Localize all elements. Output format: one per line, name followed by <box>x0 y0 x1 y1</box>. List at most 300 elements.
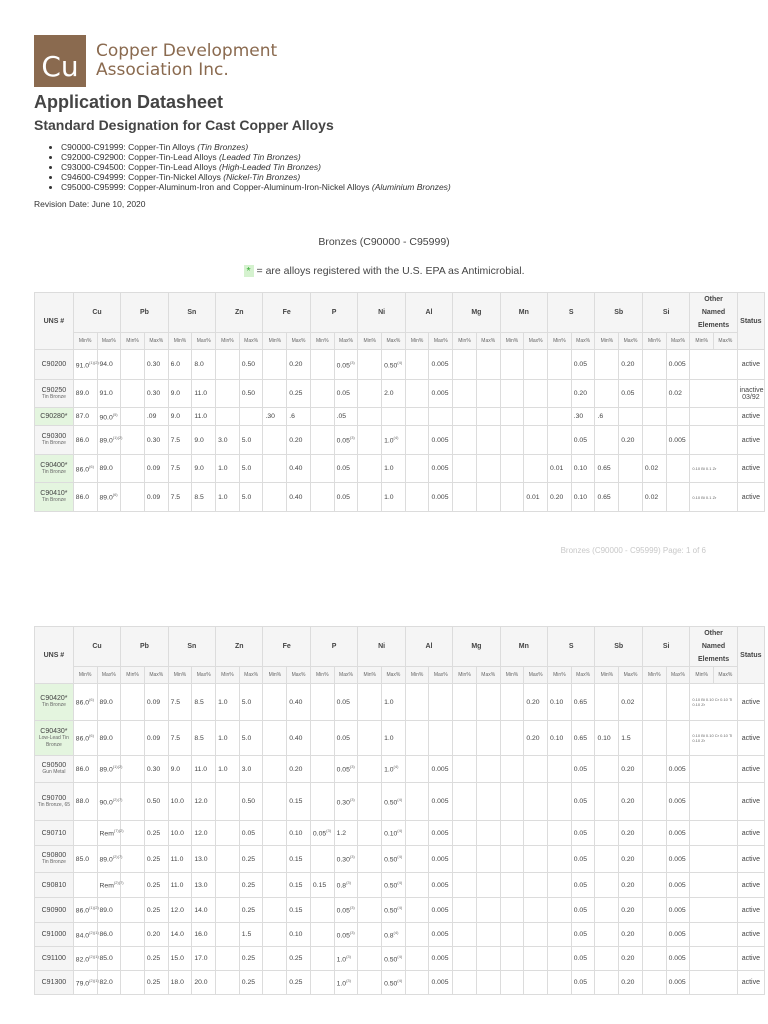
composition-cell <box>97 408 121 426</box>
composition-cell <box>73 408 97 426</box>
section-title: Bronzes (C90000 - C95999) <box>318 236 450 248</box>
composition-cell <box>524 721 548 756</box>
composition-value: 0.10 <box>289 931 303 938</box>
logo-mark: Cu <box>34 35 86 87</box>
col-subheader-min: Min% <box>690 333 714 350</box>
footnote-ref: (4) <box>397 880 403 886</box>
col-header-element: Sb <box>595 627 642 667</box>
composition-value: 0.005 <box>668 906 686 914</box>
composition-cell <box>548 756 572 783</box>
legend-text: = are alloys registered with the U.S. EPA as Antimicrobial. <box>256 265 525 277</box>
composition-cell <box>524 783 548 821</box>
composition-cell <box>476 380 500 408</box>
composition-value: 1.0 <box>384 437 394 445</box>
composition-value: 1.0 <box>218 465 228 472</box>
col-subheader-min: Min% <box>168 333 192 350</box>
footnote-ref: (1)(2) <box>89 359 99 365</box>
col-subheader-max: Max% <box>714 667 738 684</box>
composition-cell <box>334 350 358 380</box>
composition-cell <box>524 350 548 380</box>
composition-cell <box>144 483 168 512</box>
col-header-status: Status <box>737 293 764 350</box>
composition-cell <box>192 756 216 783</box>
composition-value: 0.65 <box>573 698 587 706</box>
composition-value: 0.005 <box>431 979 449 986</box>
composition-value: 0.20 <box>621 855 635 863</box>
composition-value: 11.0 <box>194 413 208 420</box>
composition-cell <box>263 971 287 995</box>
composition-cell <box>73 898 97 923</box>
composition-cell <box>571 873 595 898</box>
composition-cell <box>382 947 406 971</box>
composition-cell <box>571 684 595 721</box>
composition-cell <box>216 426 240 455</box>
col-subheader-max: Max% <box>192 333 216 350</box>
alloy-family-range: C93000-C94500: Copper-Tin-Lead Alloys <box>61 162 217 172</box>
composition-cell <box>263 483 287 512</box>
status-cell: active <box>737 947 764 971</box>
composition-cell <box>642 898 666 923</box>
composition-value: 0.15 <box>289 798 303 805</box>
footnote-ref: (6) <box>89 697 94 703</box>
composition-value: 0.20 <box>550 493 564 501</box>
composition-value: 0.20 <box>526 698 540 706</box>
composition-value: 0.05 <box>573 855 587 863</box>
composition-value: 0.02 <box>621 698 635 706</box>
composition-cell <box>476 756 500 783</box>
composition-value: 0.005 <box>431 931 449 938</box>
composition-cell <box>168 783 192 821</box>
table-row <box>35 821 765 846</box>
composition-cell <box>192 350 216 380</box>
composition-value: 0.20 <box>621 765 635 773</box>
composition-cell <box>571 483 595 512</box>
composition-value: 0.50 <box>241 390 256 397</box>
composition-value: 79.0 <box>75 980 90 988</box>
composition-cell <box>382 971 406 995</box>
other-elements-cell <box>690 873 737 898</box>
composition-value: 11.0 <box>194 390 208 397</box>
alloy-family-range: C94600-C94999: Copper-Tin-Nickel Alloys <box>61 172 221 182</box>
composition-cell <box>619 873 643 898</box>
composition-value: 12.0 <box>194 829 208 837</box>
composition-cell <box>382 783 406 821</box>
composition-cell <box>192 721 216 756</box>
composition-cell <box>642 923 666 947</box>
table-row <box>35 947 765 971</box>
composition-cell <box>334 923 358 947</box>
composition-cell <box>97 971 121 995</box>
footnote-ref: (2)(7) <box>113 880 124 886</box>
composition-cell <box>216 873 240 898</box>
composition-cell <box>216 380 240 408</box>
col-subheader-max: Max% <box>666 333 690 350</box>
composition-cell <box>287 483 311 512</box>
composition-cell <box>453 873 477 898</box>
alloy-family-item <box>61 182 451 192</box>
composition-value: 0.05 <box>573 829 587 837</box>
composition-cell <box>429 873 453 898</box>
other-elements-cell <box>690 898 737 923</box>
composition-cell <box>144 350 168 380</box>
status-cell: inactive 03/92 <box>737 380 764 408</box>
composition-cell <box>97 684 121 721</box>
composition-cell <box>144 898 168 923</box>
col-header-element: Pb <box>121 293 168 333</box>
composition-cell <box>310 821 334 846</box>
composition-value: 2.0 <box>384 390 394 397</box>
composition-cell <box>216 821 240 846</box>
composition-value: 0.05 <box>336 698 350 706</box>
composition-cell <box>405 821 429 846</box>
composition-cell <box>239 721 263 756</box>
composition-cell <box>287 380 311 408</box>
composition-cell <box>453 783 477 821</box>
status-cell: active <box>737 971 764 995</box>
footnote-ref: (4) <box>397 359 403 365</box>
composition-value: 91.0 <box>75 362 90 370</box>
composition-cell <box>571 408 595 426</box>
uns-number-cell <box>35 923 74 947</box>
cda-logo <box>34 35 277 87</box>
composition-cell <box>619 821 643 846</box>
composition-value: 0.8 <box>384 932 394 940</box>
footnote-ref: (4) <box>397 905 403 911</box>
composition-value: 86.0 <box>75 493 90 501</box>
composition-cell <box>405 721 429 756</box>
composition-cell <box>192 898 216 923</box>
composition-cell <box>571 350 595 380</box>
composition-cell <box>121 483 145 512</box>
composition-value: 5.0 <box>241 734 252 742</box>
composition-value: 0.20 <box>289 436 303 444</box>
col-header-element: Ni <box>358 293 405 333</box>
composition-cell <box>524 426 548 455</box>
composition-cell <box>595 923 619 947</box>
logo-line-1: Copper Development <box>96 41 278 61</box>
composition-cell <box>642 380 666 408</box>
col-subheader-max: Max% <box>144 333 168 350</box>
composition-value: 0.05 <box>336 437 350 445</box>
composition-cell <box>429 408 453 426</box>
composition-cell <box>405 923 429 947</box>
composition-cell <box>642 684 666 721</box>
composition-value: 0.15 <box>289 906 303 914</box>
status-cell: active <box>737 756 764 783</box>
composition-cell <box>73 483 97 512</box>
composition-cell <box>239 483 263 512</box>
status-cell: active <box>737 483 764 512</box>
composition-cell <box>500 898 524 923</box>
composition-value: 0.05 <box>336 907 350 915</box>
composition-cell <box>310 756 334 783</box>
composition-value: 16.0 <box>194 931 208 938</box>
composition-value: 8.0 <box>194 361 204 368</box>
composition-cell <box>216 756 240 783</box>
composition-cell <box>144 756 168 783</box>
composition-value: 0.30 <box>146 436 161 444</box>
composition-cell <box>595 684 619 721</box>
footnote-ref: (2)(1) <box>89 977 99 983</box>
composition-cell <box>168 898 192 923</box>
composition-cell <box>500 756 524 783</box>
composition-value: 0.005 <box>431 855 449 863</box>
composition-cell <box>453 684 477 721</box>
composition-cell <box>73 923 97 947</box>
col-subheader-max: Max% <box>666 667 690 684</box>
composition-cell <box>216 684 240 721</box>
composition-value: 0.005 <box>431 465 449 472</box>
composition-value: 86.0 <box>75 466 90 474</box>
composition-cell <box>216 455 240 483</box>
col-subheader-max: Max% <box>714 333 738 350</box>
composition-value: .05 <box>336 413 347 420</box>
uns-number: C90250 <box>41 386 67 394</box>
composition-value: 0.50 <box>384 362 398 370</box>
composition-value: 88.0 <box>75 798 90 805</box>
composition-cell <box>73 721 97 756</box>
composition-value: 89.0 <box>99 856 113 864</box>
composition-value: 0.005 <box>431 361 449 368</box>
col-subheader-min: Min% <box>73 333 97 350</box>
composition-cell <box>382 873 406 898</box>
col-header-other: Other Named Elements <box>690 627 737 667</box>
composition-cell <box>642 483 666 512</box>
composition-value: 0.15 <box>289 855 303 863</box>
uns-number: C90810 <box>41 881 67 889</box>
composition-cell <box>73 350 97 380</box>
composition-cell <box>548 721 572 756</box>
composition-value: 1.0 <box>336 956 347 964</box>
table-row <box>35 756 765 783</box>
composition-value: 89.0 <box>99 494 113 502</box>
composition-cell <box>144 380 168 408</box>
composition-value: 89.0 <box>99 437 113 445</box>
footnote-ref: (3) <box>349 905 355 911</box>
composition-cell <box>334 783 358 821</box>
composition-cell <box>121 971 145 995</box>
composition-cell <box>358 483 382 512</box>
composition-value: 0.05 <box>573 798 587 805</box>
composition-cell <box>121 846 145 873</box>
footnote-ref: (6) <box>112 492 118 498</box>
composition-value: .6 <box>597 413 604 420</box>
page-subtitle: Standard Designation for Cast Copper Alloys <box>34 117 334 133</box>
composition-cell <box>287 408 311 426</box>
composition-value: 0.005 <box>668 979 686 986</box>
uns-number-cell <box>35 756 74 783</box>
composition-cell <box>73 684 97 721</box>
composition-cell <box>429 350 453 380</box>
composition-cell <box>168 923 192 947</box>
composition-cell <box>121 684 145 721</box>
footnote-ref: (3) <box>346 880 351 886</box>
composition-cell <box>429 971 453 995</box>
legend-mark: * <box>244 265 254 277</box>
col-subheader-max: Max% <box>334 667 358 684</box>
composition-cell <box>358 846 382 873</box>
footnote-ref: (1)(2) <box>89 905 99 911</box>
composition-cell <box>287 898 311 923</box>
composition-cell <box>666 721 690 756</box>
composition-value: 8.5 <box>194 734 204 742</box>
composition-cell <box>429 380 453 408</box>
composition-cell <box>595 846 619 873</box>
footnote-ref: (4) <box>393 929 399 935</box>
uns-number-cell <box>35 408 74 426</box>
alloy-description: Tin Bronze <box>41 393 66 400</box>
composition-cell <box>619 846 643 873</box>
composition-value: Rem <box>99 882 114 890</box>
composition-cell <box>476 821 500 846</box>
composition-cell <box>216 783 240 821</box>
composition-value: 0.25 <box>241 979 256 986</box>
uns-number: C90500 <box>41 762 67 769</box>
footnote-ref: (3) <box>349 854 355 860</box>
composition-cell <box>144 426 168 455</box>
footnote-ref: (2)(7) <box>112 854 123 860</box>
other-elements-cell <box>690 783 737 821</box>
composition-cell <box>287 721 311 756</box>
composition-value: 0.005 <box>668 765 686 773</box>
composition-cell <box>548 873 572 898</box>
col-header-element: P <box>310 293 357 333</box>
composition-cell <box>192 455 216 483</box>
footnote-ref: (4) <box>393 435 399 441</box>
composition-cell <box>595 350 619 380</box>
composition-cell <box>429 846 453 873</box>
col-subheader-min: Min% <box>453 667 477 684</box>
composition-value: 0.20 <box>289 361 303 368</box>
composition-cell <box>97 846 121 873</box>
alloy-family-alt-name: (Nickel-Tin Bronzes) <box>223 172 301 182</box>
composition-value: 0.10 <box>597 734 611 742</box>
composition-cell <box>548 380 572 408</box>
composition-cell <box>239 455 263 483</box>
composition-value: 1.5 <box>241 931 252 938</box>
col-subheader-min: Min% <box>168 667 192 684</box>
composition-cell <box>121 756 145 783</box>
composition-cell <box>382 684 406 721</box>
footnote-ref: (4) <box>397 828 403 834</box>
footnote-ref: (2)(1) <box>89 953 99 959</box>
composition-value: .30 <box>573 413 584 420</box>
composition-value: 1.0 <box>384 465 394 472</box>
composition-value: 0.15 <box>289 881 303 889</box>
composition-cell <box>524 971 548 995</box>
composition-cell <box>97 898 121 923</box>
composition-cell <box>382 426 406 455</box>
composition-value: 1.2 <box>336 829 347 837</box>
footnote-ref: (7)(2) <box>113 828 124 834</box>
uns-number-cell <box>35 947 74 971</box>
table-row <box>35 455 765 483</box>
composition-cell <box>263 947 287 971</box>
composition-cell <box>595 898 619 923</box>
col-subheader-max: Max% <box>476 667 500 684</box>
composition-cell <box>595 947 619 971</box>
composition-value: 1.0 <box>384 493 394 501</box>
composition-cell <box>168 684 192 721</box>
composition-cell <box>192 873 216 898</box>
composition-value: 7.5 <box>170 465 181 472</box>
composition-cell <box>666 350 690 380</box>
composition-cell <box>642 426 666 455</box>
composition-cell <box>358 971 382 995</box>
composition-cell <box>287 971 311 995</box>
alloy-description: Tin Bronze <box>41 859 66 865</box>
composition-cell <box>216 350 240 380</box>
composition-cell <box>310 426 334 455</box>
composition-cell <box>216 923 240 947</box>
composition-cell <box>121 408 145 426</box>
composition-cell <box>382 721 406 756</box>
uns-number: C90900 <box>41 906 67 914</box>
composition-value: 0.20 <box>621 798 635 805</box>
footnote-ref: (3) <box>349 764 355 770</box>
composition-value: 0.02 <box>644 465 659 472</box>
composition-value: 89.0 <box>99 766 113 774</box>
composition-value: 0.01 <box>526 493 540 501</box>
composition-cell <box>571 846 595 873</box>
composition-value: 0.005 <box>668 855 686 863</box>
composition-value: 0.25 <box>241 955 256 962</box>
uns-number-cell <box>35 684 74 721</box>
composition-value: 0.50 <box>384 907 398 915</box>
composition-cell <box>358 426 382 455</box>
col-subheader-min: Min% <box>263 667 287 684</box>
col-subheader-min: Min% <box>595 333 619 350</box>
uns-number: C91300 <box>41 979 67 986</box>
composition-value: 11.0 <box>194 765 208 773</box>
composition-cell <box>500 971 524 995</box>
composition-cell <box>476 350 500 380</box>
uns-number-cell <box>35 350 74 380</box>
composition-cell <box>287 684 311 721</box>
footnote-ref: (3) <box>326 828 332 834</box>
logo-line-2: Association Inc. <box>96 60 229 80</box>
composition-cell <box>382 350 406 380</box>
composition-cell <box>287 756 311 783</box>
composition-cell <box>500 483 524 512</box>
composition-cell <box>453 350 477 380</box>
composition-cell <box>144 821 168 846</box>
composition-cell <box>595 426 619 455</box>
composition-cell <box>619 971 643 995</box>
composition-cell <box>429 923 453 947</box>
col-header-element: P <box>310 627 357 667</box>
col-header-element: Sn <box>168 627 215 667</box>
composition-cell <box>97 783 121 821</box>
composition-cell <box>168 846 192 873</box>
uns-number: C91000 <box>41 931 67 938</box>
uns-number-cell <box>35 426 74 455</box>
composition-value: 0.05 <box>573 931 587 938</box>
composition-value: 1.0 <box>384 698 394 706</box>
composition-value: 9.0 <box>170 413 181 420</box>
col-subheader-min: Min% <box>500 667 524 684</box>
table-row <box>35 380 765 408</box>
composition-value: 0.05 <box>336 493 350 501</box>
composition-value: 0.02 <box>644 493 659 501</box>
composition-value: 89.0 <box>99 906 113 914</box>
composition-cell <box>287 947 311 971</box>
composition-cell <box>548 898 572 923</box>
composition-cell <box>548 846 572 873</box>
status-cell: active <box>737 721 764 756</box>
composition-value: 0.25 <box>146 881 161 889</box>
footnote-ref: (4) <box>397 854 403 860</box>
